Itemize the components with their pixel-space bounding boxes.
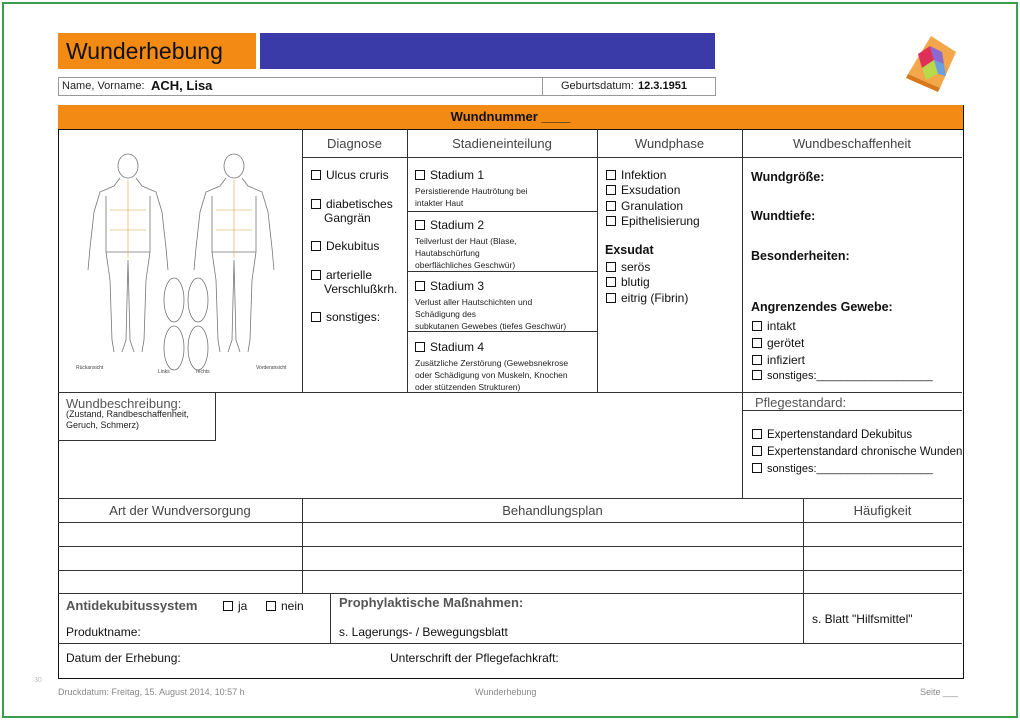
unterschrift[interactable]: Unterschrift der Pflegefachkraft: [390, 651, 559, 665]
footer-center: Wunderhebung [475, 687, 537, 697]
gewebe-infiziert[interactable]: infiziert [752, 353, 805, 367]
diagnose-arteriell[interactable]: arterielle [311, 268, 372, 282]
patient-name-row [58, 77, 716, 96]
versorgung-rows[interactable] [59, 523, 302, 593]
col-wundphase: Wundphase [634, 136, 705, 151]
pflege-chronisch[interactable]: Expertenstandard chronische Wunden [752, 446, 962, 458]
anti-nein[interactable]: nein [266, 599, 304, 613]
birth-date[interactable]: 12.3.1951 [638, 80, 687, 92]
diagnose-ulcus[interactable]: Ulcus cruris [311, 168, 389, 182]
patient-name[interactable]: ACH, Lisa [151, 78, 213, 93]
wound-number-header [58, 105, 963, 130]
produktname-label[interactable]: Produktname: [66, 625, 141, 639]
prophylaxe-title: Prophylaktische Maßnahmen: [339, 595, 524, 610]
anti-title: Antidekubitussystem [66, 598, 198, 613]
diagnose-verschluss: Verschlußkrh. [324, 282, 398, 296]
name-label: Name, Vorname: [62, 80, 145, 92]
stadium-1[interactable]: Stadium 1 Persistierende Hautrötung bei intakter Haut [415, 168, 528, 208]
phase-granulation[interactable]: Granulation [606, 199, 683, 213]
body-diagram[interactable] [62, 140, 298, 386]
exsudat-eitrig[interactable]: eitrig (Fibrin) [606, 291, 688, 305]
anti-ja[interactable]: ja [223, 599, 247, 613]
stadium-4[interactable]: Stadium 4 Zusätzliche Zerstörung (Gewebsnekrose oder Schädigung von Muskeln, Knochen oder stützenden Strukturen) [415, 340, 569, 392]
gewebe-geroetet[interactable]: gerötet [752, 336, 804, 350]
phase-epithelisierung[interactable]: Epithelisierung [606, 214, 700, 228]
diagnose-dekubitus[interactable]: Dekubitus [311, 239, 379, 253]
wundgroesse-label[interactable]: Wundgröße: [751, 170, 825, 184]
label-right: rechts [196, 369, 210, 375]
diagnose-sonstiges[interactable]: sonstiges: [311, 310, 380, 324]
besonderheiten-label[interactable]: Besonderheiten: [751, 249, 850, 263]
label-left: Links [158, 369, 170, 375]
datum-erhebung[interactable]: Datum der Erhebung: [66, 651, 181, 665]
pflege-sonstiges[interactable]: sonstiges:___________________ [752, 463, 933, 475]
side-number: 30 [34, 677, 42, 684]
beschreibung-sub1: (Zustand, Randbeschaffenheit, [66, 409, 189, 419]
label-front: Vorderansicht [256, 365, 287, 371]
exsudat-title: Exsudat [605, 243, 654, 257]
angrenzend-label: Angrenzendes Gewebe: [751, 300, 893, 314]
col-behandlungsplan: Behandlungsplan [502, 503, 603, 518]
stadium-2[interactable]: Stadium 2 Teilverlust der Haut (Blase, Hautabschürfung oberflächliches Geschwür) [415, 218, 517, 270]
page-title: Wunderhebung [66, 38, 223, 64]
pflege-dekubitus[interactable]: Expertenstandard Dekubitus [752, 429, 912, 441]
gewebe-intakt[interactable]: intakt [752, 319, 796, 333]
phase-exsudation[interactable]: Exsudation [606, 183, 680, 197]
hilfsmittel-text: s. Blatt "Hilfsmittel" [812, 612, 913, 626]
phase-infektion[interactable]: Infektion [606, 168, 666, 182]
exsudat-seroes[interactable]: serös [606, 260, 650, 274]
wundtiefe-label[interactable]: Wundtiefe: [751, 209, 816, 223]
col-beschaffenheit: Wundbeschaffenheit [792, 136, 912, 151]
col-art-versorgung: Art der Wundversorgung [109, 503, 251, 518]
gewebe-sonstiges[interactable]: sonstiges:___________________ [752, 370, 933, 382]
diagnose-diabetisch[interactable]: diabetisches [311, 197, 393, 211]
wound-number[interactable]: Wundnummer ____ [450, 109, 571, 124]
col-haeufigkeit: Häufigkeit [853, 503, 912, 518]
beschreibung-sub2: Geruch, Schmerz) [66, 420, 140, 430]
birth-label: Geburtsdatum: [561, 80, 634, 92]
diagnose-gangraen: Gangrän [324, 211, 371, 225]
col-stadien: Stadieneinteilung [452, 136, 552, 151]
beschreibung-title: Wundbeschreibung: [66, 396, 182, 411]
exsudat-blutig[interactable]: blutig [606, 275, 650, 289]
beschreibung-field[interactable] [216, 393, 741, 498]
header-blue-bar [260, 33, 715, 69]
footer-druckdatum: Druckdatum: Freitag, 15. August 2014, 10:57 h [58, 687, 245, 697]
col-diagnose: Diagnose [327, 136, 382, 151]
pflege-title: Pflegestandard: [755, 395, 847, 410]
label-back: Rückansicht [76, 365, 104, 371]
prophylaxe-text: s. Lagerungs- / Bewegungsblatt [339, 625, 508, 639]
footer-seite: Seite ___ [920, 687, 959, 697]
stadium-3[interactable]: Stadium 3 Verlust aller Hautschichten und Schädigung des subkutanen Gewebes (tiefes Geschwür) [415, 279, 567, 331]
logo-cube-icon [904, 34, 958, 96]
